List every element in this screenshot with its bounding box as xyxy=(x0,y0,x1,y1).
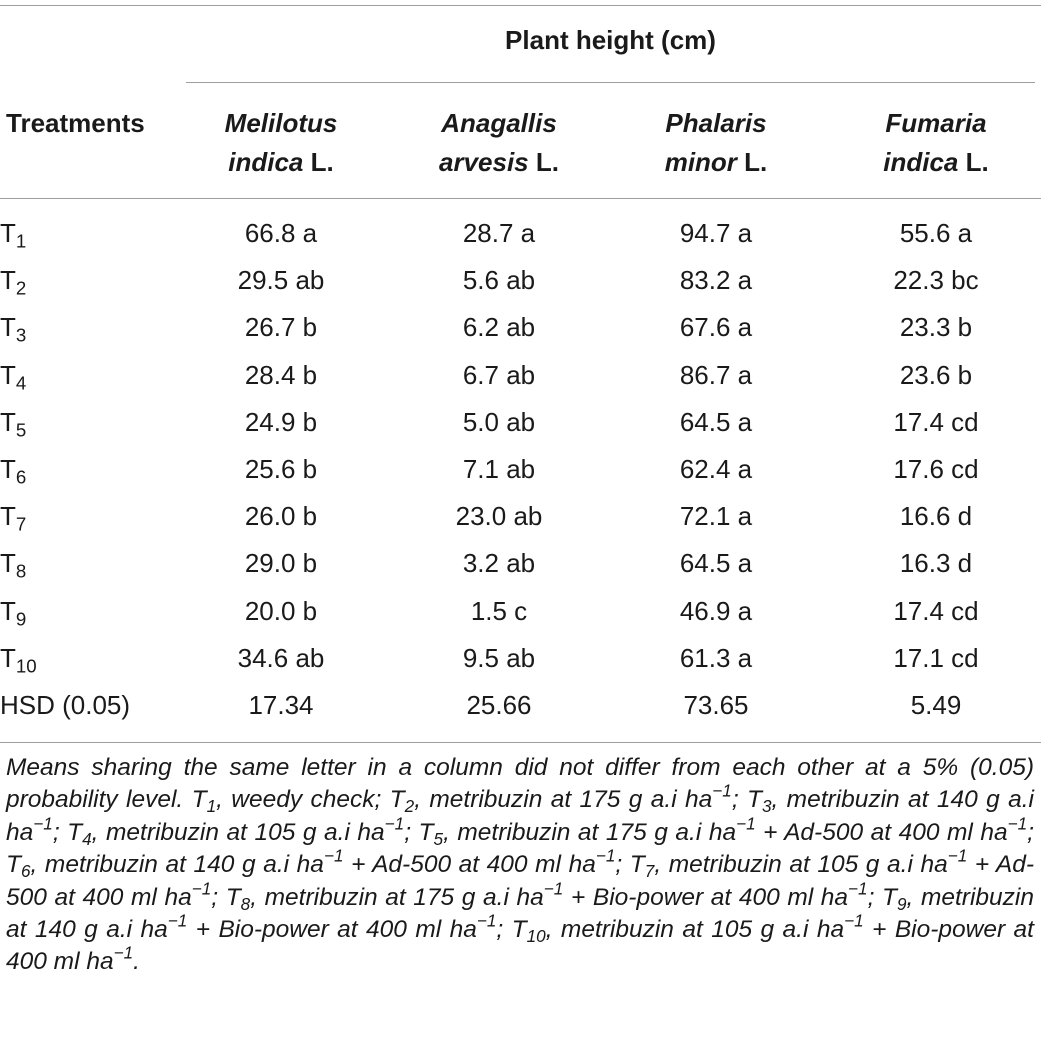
table-footnote: Means sharing the same letter in a column did not differ from each other at a 5% (0.05) probability level. $T_1$, weedy check; $T_2$, metribuzin at 175 g a.i $ha^{-1}$; $T_3$, metribuzin at 140 g a.i $ha^{-1}$; $T_4$, metribuzin at 105 g a.i $ha^{-1}$; $T_5$, metribuzin at 175 g a.i $ha^{-1} + Ad-500$ at 400 ml $ha^{-1}$; $T_6$, metribuzin at 140 g a.i $ha^{-1} + Ad-500$ at 400 ml $ha^{-1}$; $T_7$, metribuzin at 105 g a.i $ha^{-1} + Ad-500$ at 400 ml $ha^{-1}$; $T_8$, metribuzin at 175 g a.i $ha^{-1}$ + Bio-power at 400 ml $ha^{-1}$; $T_9$, metribuzin at 140 g a.i $ha^{-1}$ + Bio-power at 400 ml $ha^{-1}$; $T_{10}$, metribuzin at 105 g a.i $ha^{-1}$ + Bio-power at 400 ml $ha^{-1}$. xyxy=(6,754,1035,976)
table-row xyxy=(0,682,1034,729)
table-cell: 7.1 ab xyxy=(462,454,536,485)
table-cell: 86.7 a xyxy=(679,359,753,390)
column-header-anagallis: Anagallis arvesis L. xyxy=(439,108,559,177)
spanning-header-rule xyxy=(186,82,1035,83)
table-cell: 17.1 cd xyxy=(893,642,979,673)
table-cell: 62.4 a xyxy=(679,454,753,485)
table-cell: 61.3 a xyxy=(679,642,753,673)
table-cell: 23.3 b xyxy=(899,312,973,343)
table-cell: 29.5 ab xyxy=(237,265,325,296)
table-cell: 23.0 ab xyxy=(455,501,543,532)
table-cell: 5.49 xyxy=(910,689,962,720)
table-cell: 64.5 a xyxy=(679,548,753,579)
header-bottom-rule xyxy=(0,198,1041,199)
row-label: $T_9$ xyxy=(0,595,27,630)
table-cell: 17.34 xyxy=(248,689,314,720)
column-header-phalaris: Phalaris minor L. xyxy=(664,108,768,177)
table-cell: 46.9 a xyxy=(679,595,753,626)
table-cell: 83.2 a xyxy=(679,265,753,296)
table-row xyxy=(0,493,1034,540)
table-cell: 17.6 cd xyxy=(893,454,979,485)
table-cell: 16.3 d xyxy=(899,548,973,579)
table-cell: 6.7 ab xyxy=(462,359,536,390)
table-cell: 94.7 a xyxy=(679,218,753,249)
table-row xyxy=(0,304,1034,351)
table-cell: 17.4 cd xyxy=(893,406,979,437)
row-label: $T_2$ xyxy=(0,265,27,299)
table-cell: 66.8 a xyxy=(244,218,318,249)
table-cell: 24.9 b xyxy=(244,406,318,437)
row-label: $T_7$ xyxy=(0,501,27,535)
data-table xyxy=(0,210,1034,729)
table-cell: 28.7 a xyxy=(462,218,536,249)
table-bottom-rule xyxy=(0,742,1041,743)
column-header-fumaria: Fumaria indica L. xyxy=(883,108,989,177)
table-row xyxy=(0,352,1034,399)
table-row xyxy=(0,635,1034,682)
row-label: $T_{10}$ xyxy=(0,642,37,677)
table-cell: 20.0 b xyxy=(244,595,318,626)
table-cell: 26.0 b xyxy=(244,501,318,532)
table-cell: 5.6 ab xyxy=(462,265,536,296)
table-cell: 16.6 d xyxy=(899,501,973,532)
table-row xyxy=(0,399,1034,446)
table-row xyxy=(0,257,1034,304)
table-cell: 22.3 bc xyxy=(893,265,979,296)
row-label: $T_6$ xyxy=(0,454,27,488)
table-cell: 29.0 b xyxy=(244,548,318,579)
table-cell: 9.5 ab xyxy=(462,642,536,673)
table-cell: 1.5 c xyxy=(470,595,528,626)
table-cell: 73.65 xyxy=(683,689,749,720)
table-top-rule xyxy=(0,5,1041,6)
table-cell: 55.6 a xyxy=(899,218,973,249)
table-cell: 3.2 ab xyxy=(462,548,536,579)
table-cell: 28.4 b xyxy=(244,359,318,390)
table-row xyxy=(0,540,1034,587)
table-cell: 17.4 cd xyxy=(893,595,979,626)
table-cell: 26.7 b xyxy=(244,312,318,343)
row-label: $T_8$ xyxy=(0,548,27,583)
row-label: $T_1$ xyxy=(0,218,27,252)
table-cell: 67.6 a xyxy=(679,312,753,343)
table-row xyxy=(0,588,1034,635)
table-row xyxy=(0,446,1034,493)
table-cell: 23.6 b xyxy=(899,359,973,390)
table-row xyxy=(0,210,1034,257)
table-cell: 6.2 ab xyxy=(462,312,536,343)
table-cell: 34.6 ab xyxy=(237,642,325,673)
table-cell: 72.1 a xyxy=(679,501,753,532)
table-cell: 5.0 ab xyxy=(462,406,536,437)
table-cell: 64.5 a xyxy=(679,406,753,437)
table-cell: 25.6 b xyxy=(244,454,318,485)
spanning-header: Plant height (cm) xyxy=(505,25,716,55)
row-label: $T_5$ xyxy=(0,406,27,441)
column-header-melilotus: Melilotus indica L. xyxy=(224,108,338,177)
row-label: $T_3$ xyxy=(0,312,27,347)
row-label: HSD (0.05) xyxy=(0,689,131,720)
treatments-header: Treatments xyxy=(6,108,145,138)
row-label: $T_4$ xyxy=(0,359,27,394)
table-cell: 25.66 xyxy=(466,689,532,720)
